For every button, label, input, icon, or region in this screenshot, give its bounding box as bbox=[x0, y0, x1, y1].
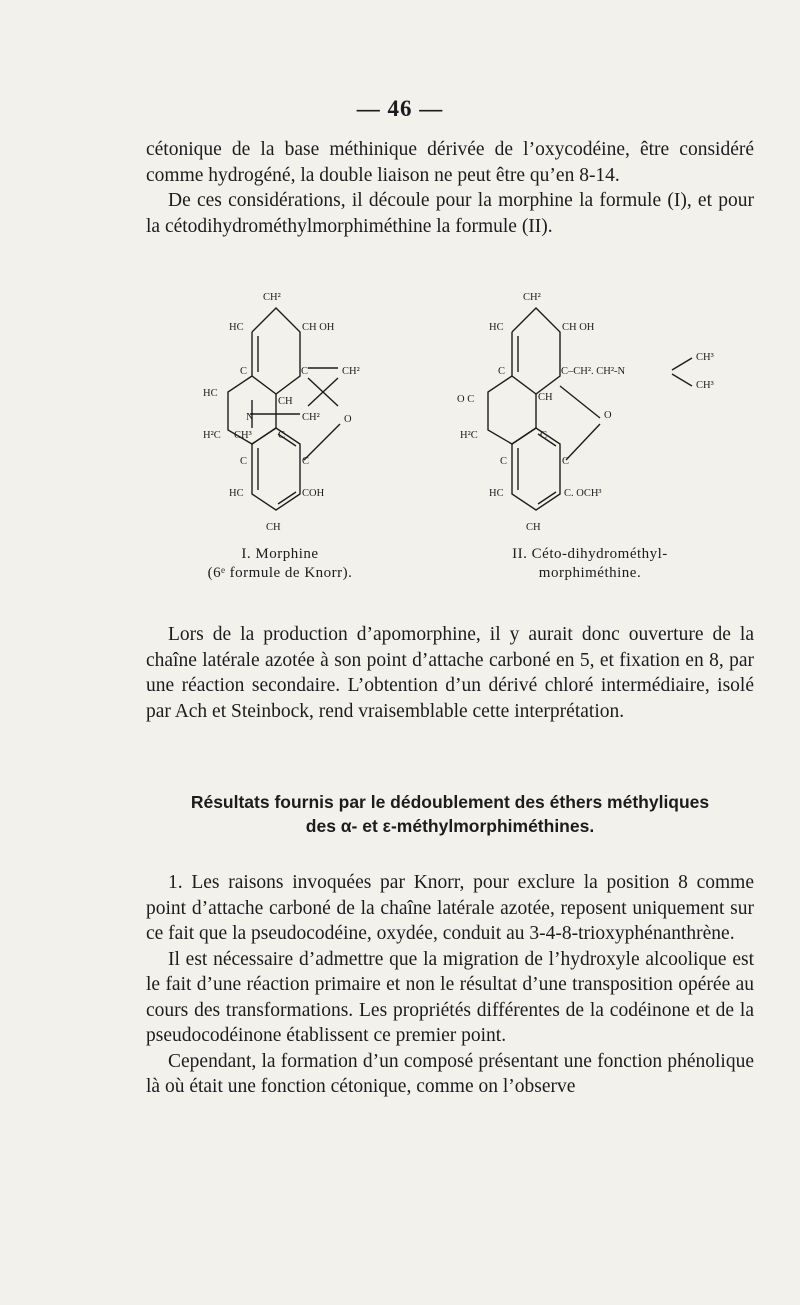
body-text bbox=[146, 870, 754, 1100]
atom-label: C bbox=[498, 366, 506, 377]
atom-label: CH OH bbox=[302, 322, 335, 333]
atom-label: C bbox=[562, 456, 570, 467]
atom-label: CH bbox=[526, 522, 541, 533]
atom-label: O C bbox=[457, 394, 475, 405]
atom-label: CH² bbox=[263, 292, 281, 303]
paragraph: Lors de la production d’apomorphine, il y aurait donc ouverture de la chaîne latérale azotée à son point d’attache carboné en 5, et fixation en 8, par une réaction secondaire. L’obtention d’un dérivé chloré intermédiaire, isolé par Ach et Steinbock, rend vraisemblable cette interprétation. bbox=[146, 624, 754, 722]
atom-label: C bbox=[240, 366, 248, 377]
atom-label: H²C bbox=[460, 430, 478, 441]
atom-label: CH OH bbox=[562, 322, 595, 333]
body-text bbox=[146, 622, 754, 724]
formula-morphine bbox=[203, 292, 360, 533]
paragraph: De ces considérations, il découle pour la morphine la formule (I), et pour la cétodihydrométhylmorphiméthine la formule (II). bbox=[146, 190, 754, 237]
chemical-formulas-figure bbox=[0, 282, 800, 592]
atom-label: C bbox=[302, 456, 310, 467]
atom-label: HC bbox=[203, 388, 218, 399]
atom-label: C bbox=[240, 456, 248, 467]
page-number: — 46 — bbox=[356, 96, 444, 121]
atom-label: CH³ bbox=[234, 430, 252, 441]
atom-label: C bbox=[301, 366, 309, 377]
figure-caption-2 bbox=[440, 545, 740, 583]
atom-label: HC bbox=[489, 322, 504, 333]
atom-label: C bbox=[540, 430, 548, 441]
heading-line: des α- et ε-méthylmorphiméthines. bbox=[305, 816, 595, 836]
figure-caption-1 bbox=[150, 545, 410, 583]
atom-label: HC bbox=[489, 488, 504, 499]
structural-formulas bbox=[0, 282, 800, 544]
intro-text bbox=[146, 137, 754, 239]
caption-line: II. Céto-dihydrométhyl- bbox=[512, 546, 668, 562]
caption-line: I. Morphine bbox=[241, 546, 319, 562]
heading-line: Résultats fournis par le dédoublement des éthers méthyliques bbox=[190, 792, 710, 812]
atom-label: H²C bbox=[203, 430, 221, 441]
paragraph: Il est nécessaire d’admettre que la migration de l’hydroxyle alcoolique est le fait d’une réaction primaire et non le résultat d’une transposition opérée au cours des transformations. Les propriétés différentes de la codéinone et de la pseudocodéinone établissent ce premier point. bbox=[146, 948, 754, 1046]
paragraph: Cependant, la formation d’un composé présentant une fonction phénolique là où était une fonction cétonique, comme on l’observe bbox=[146, 1050, 754, 1097]
atom-label: C. OCH³ bbox=[564, 488, 602, 499]
atom-label: CH² bbox=[302, 412, 320, 423]
atom-label: CH³ bbox=[696, 380, 714, 391]
atom-label: CH bbox=[278, 396, 293, 407]
atom-label: CH bbox=[538, 392, 553, 403]
paragraph: cétonique de la base méthinique dérivée de l’oxycodéine, être considéré comme hydrogéné, la double liaison ne peut être qu’en 8-14. bbox=[146, 139, 754, 186]
formula-ceto-dihydromethylmorphimethine bbox=[457, 292, 714, 533]
atom-label: HC bbox=[229, 488, 244, 499]
atom-label: HC bbox=[229, 322, 244, 333]
caption-line: (6ᵉ formule de Knorr). bbox=[207, 565, 353, 581]
atom-label: C bbox=[500, 456, 508, 467]
atom-label: O bbox=[344, 414, 352, 425]
atom-label: COH bbox=[302, 488, 325, 499]
section-heading bbox=[146, 790, 754, 838]
caption-line: morphiméthine. bbox=[538, 565, 642, 581]
paragraph: 1. Les raisons invoquées par Knorr, pour exclure la position 8 comme point d’attache carboné de la chaîne latérale azotée, reposent uniquement sur ce fait que la pseudocodéine, oxydée, conduit au 3-4-8-trioxyphénanthrène. bbox=[146, 872, 754, 944]
atom-label: N bbox=[246, 412, 254, 423]
atom-label: C–CH². CH²-N bbox=[561, 366, 626, 377]
atom-label: O bbox=[604, 410, 612, 421]
atom-label: CH³ bbox=[696, 352, 714, 363]
atom-label: CH bbox=[266, 522, 281, 533]
atom-label: CH² bbox=[523, 292, 541, 303]
atom-label: C bbox=[278, 430, 286, 441]
atom-label: CH² bbox=[342, 366, 360, 377]
